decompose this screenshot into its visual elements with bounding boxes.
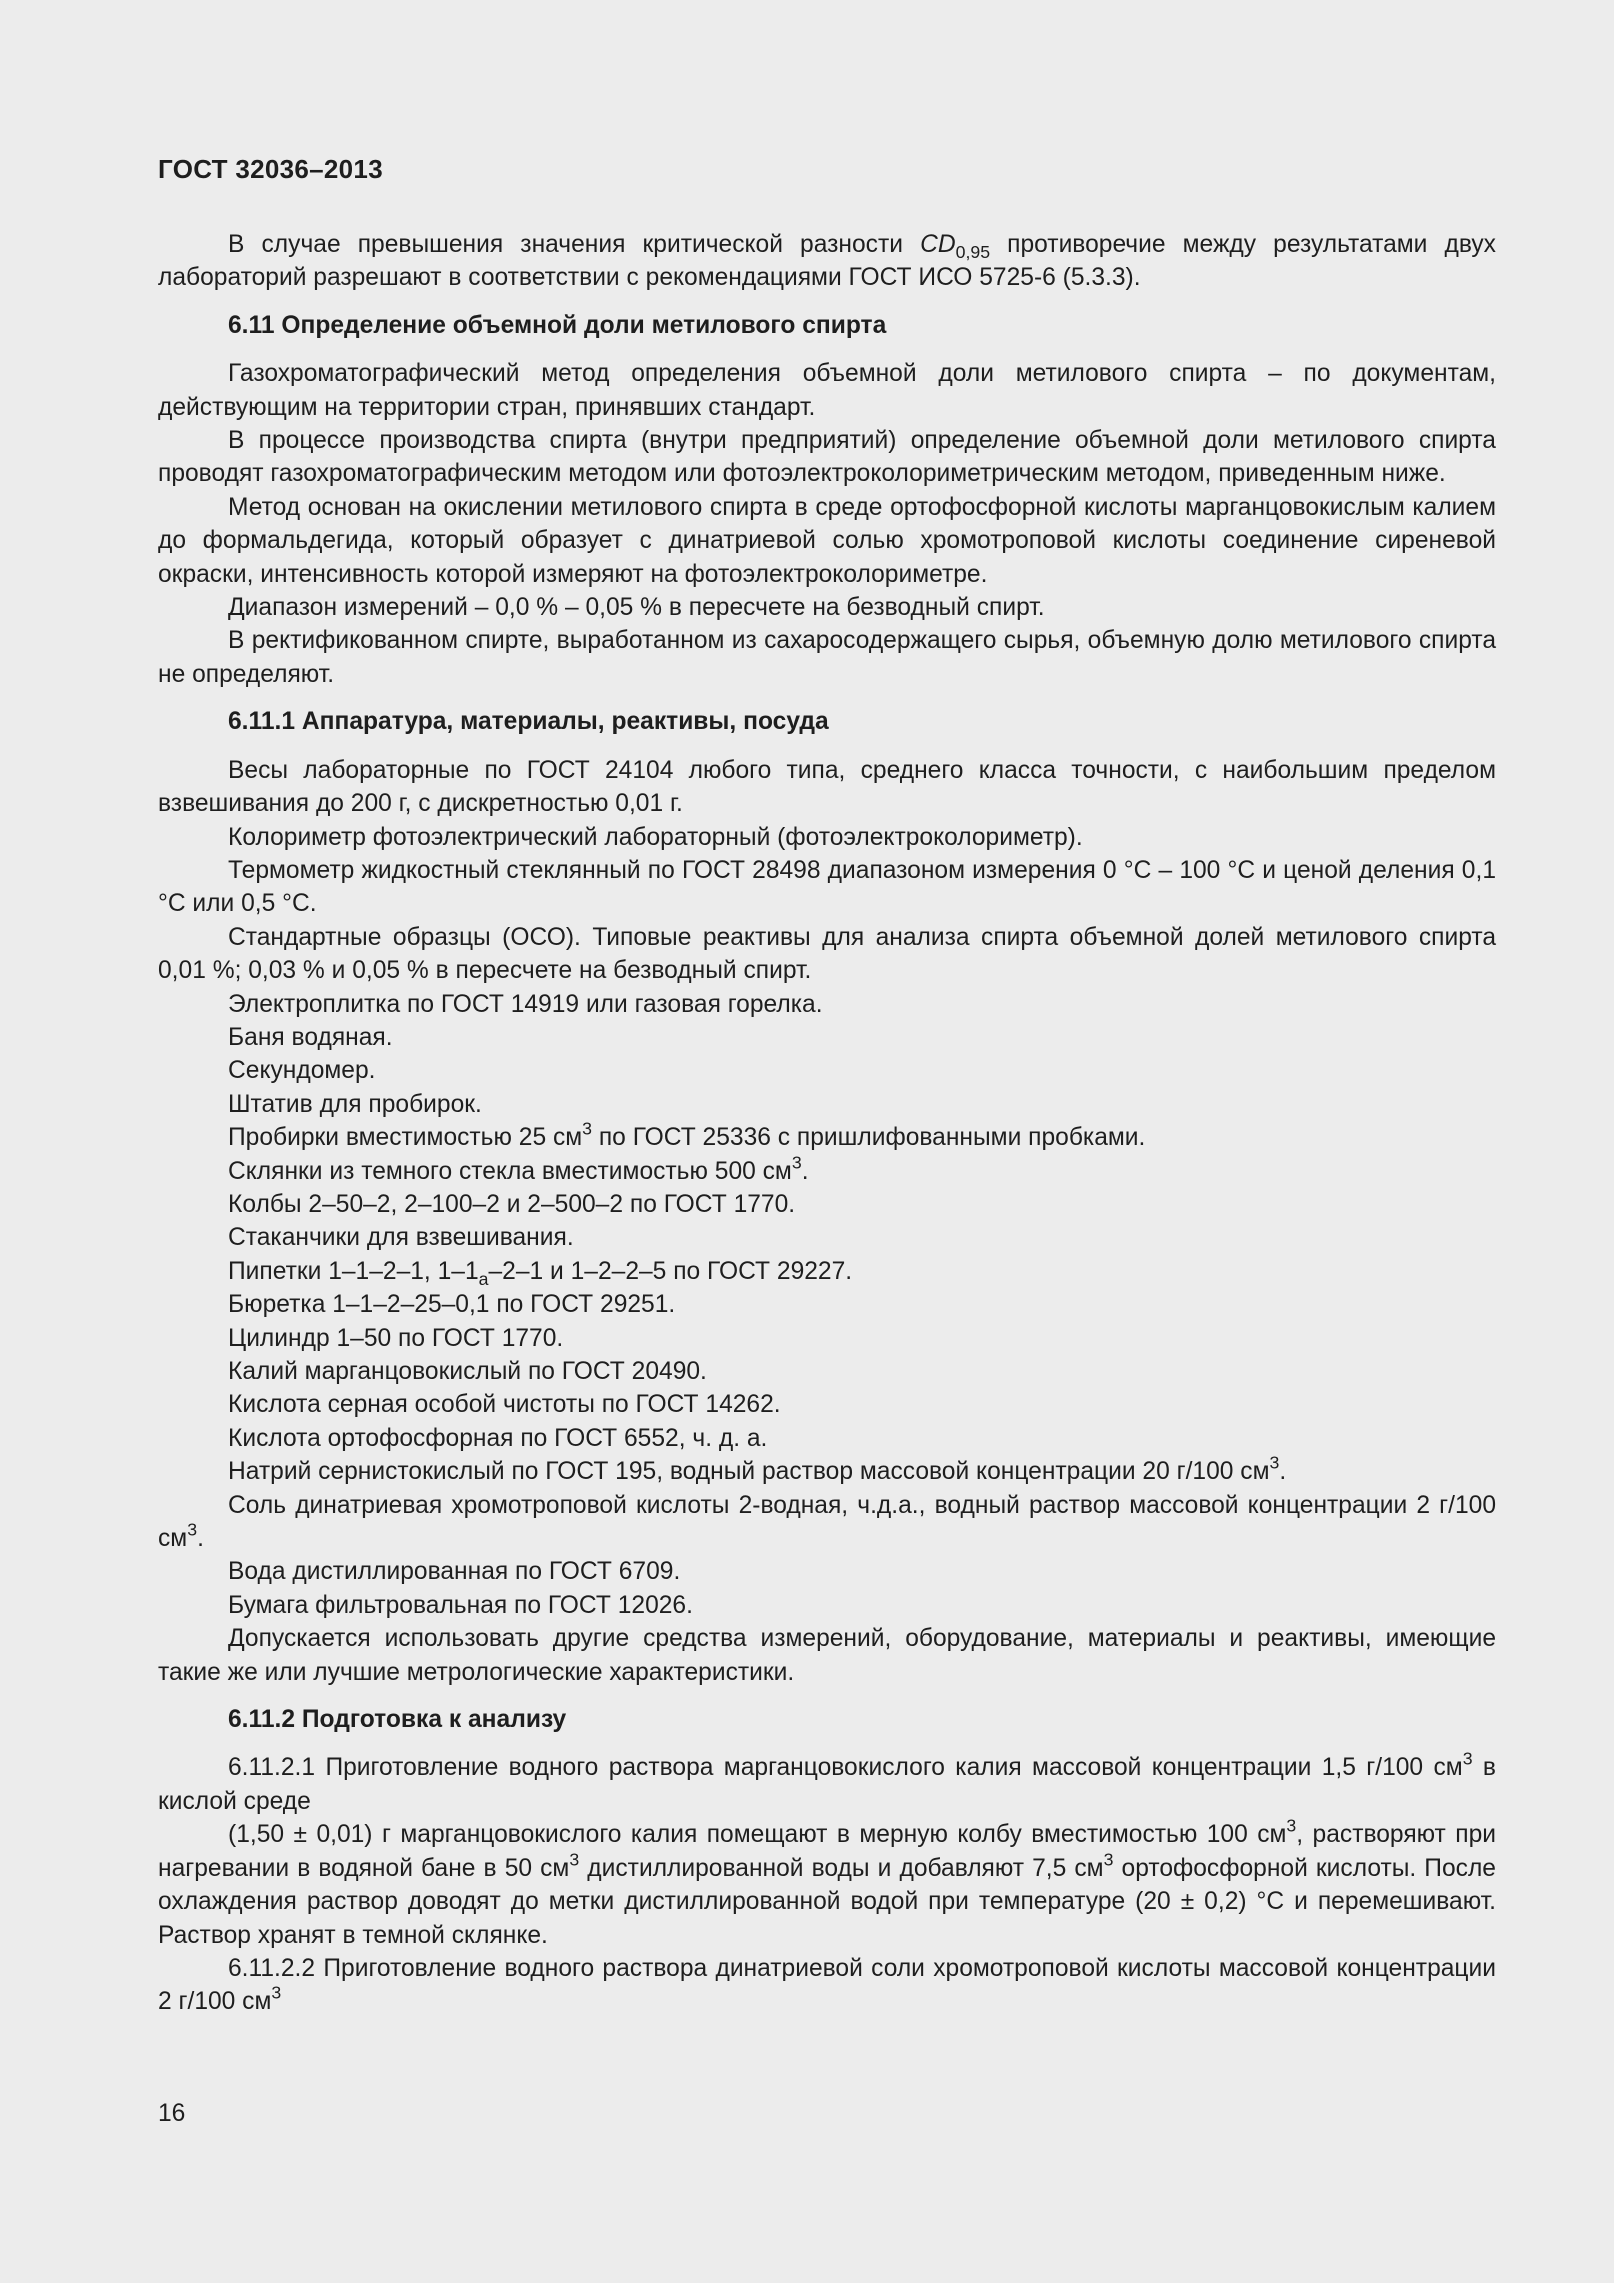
list-item: Стандартные образцы (ОСО). Типовые реактивы для анализа спирта объемной долей метилового спирта 0,01 %; 0,03 % и 0,05 % в пересчете на безводный спирт. <box>158 923 1496 985</box>
text-fragment: Склянки из темного стекла вместимостью 500 см <box>228 1157 792 1185</box>
list-item: Баня водяная. <box>228 1023 393 1051</box>
superscript: 3 <box>1269 1452 1280 1473</box>
document-page <box>158 150 1496 2019</box>
paragraph <box>158 1815 1496 1952</box>
section-title-6-11: 6.11 Определение объемной доли метилового спирта <box>228 311 887 339</box>
paragraph: В процессе производства спирта (внутри предприятий) определение объемной доли метилового спирта проводят газохроматографическим методом или фотоэлектроколориметрическим методом, приведенным ниже. <box>158 427 1496 488</box>
list-item: Штатив для пробирок. <box>228 1090 482 1118</box>
text-fragment: Натрий сернистокислый по ГОСТ 195, водный раствор массовой концентрации 20 г/100 см <box>228 1458 1270 1486</box>
list-item: Калий марганцовокислый по ГОСТ 20490. <box>228 1358 707 1385</box>
list-item <box>158 1118 1496 1154</box>
text-fragment: , растворяют при нагревании в водяной бане в 50 см <box>158 1821 1496 1882</box>
intro-paragraph <box>158 228 1496 295</box>
list-item: Бюретка 1–1–2–25–0,1 по ГОСТ 29251. <box>228 1291 676 1319</box>
list-item <box>158 1151 1496 1188</box>
text-fragment: –2–1 и 1–2–2–5 по ГОСТ 29227. <box>488 1257 853 1285</box>
list-item: Бумага фильтровальная по ГОСТ 12026. <box>228 1591 693 1619</box>
list-item: Допускается использовать другие средства измерений, оборудование, материалы и реактивы, имеющие такие же или лучшие метрологические характеристики. <box>158 1625 1496 1686</box>
subscript: 0,95 <box>955 242 991 263</box>
text-fragment: дистиллированной воды и добавляют 7,5 см <box>579 1854 1104 1882</box>
section-title-6-11-1: 6.11.1 Аппаратура, материалы, реактивы, посуда <box>228 708 829 736</box>
text-fragment: Пробирки вместимостью 25 см <box>228 1124 583 1152</box>
paragraph: Метод основан на окислении метилового спирта в среде ортофосфорной кислоты марганцовокислым калием до формальдегида, который образует с динатриевой солью хромотроповой кислоты соединение сиреневой окраски, интенсивность которой измеряют на фотоэлектроколориметре. <box>158 493 1496 588</box>
cd-symbol: CD <box>920 231 956 258</box>
text-fragment: В случае превышения значения критической разности <box>228 231 921 258</box>
list-item: Электроплитка по ГОСТ 14919 или газовая горелка. <box>228 990 823 1018</box>
superscript: 3 <box>187 1519 198 1540</box>
text-fragment: . <box>1279 1458 1287 1486</box>
paragraph: Диапазон измерений – 0,0 % – 0,05 % в пересчете на безводный спирт. <box>228 594 1045 622</box>
paragraph <box>158 1952 1496 2019</box>
list-item: Стаканчики для взвешивания. <box>228 1224 574 1252</box>
superscript: 3 <box>1103 1849 1114 1870</box>
section-title-6-11-2: 6.11.2 Подготовка к анализу <box>228 1706 567 1734</box>
paragraph: В ректификованном спирте, выработанном из сахаросодержащего сырья, объемную долю метилового спирта не определяют. <box>158 627 1496 688</box>
subscript: а <box>478 1268 489 1289</box>
text-fragment: по ГОСТ 25336 с пришлифованными пробками. <box>592 1124 1146 1152</box>
list-item: Весы лабораторные по ГОСТ 24104 любого типа, среднего класса точности, с наибольшим пределом взвешивания до 200 г, с дискретностью 0,01 г. <box>158 756 1496 818</box>
text-fragment: Соль динатриевая хромотроповой кислоты 2-водная, ч.д.а., водный раствор массовой концентрации 2 г/100 см <box>158 1491 1496 1553</box>
text-fragment: Пипетки 1–1–2–1, 1–1 <box>228 1257 479 1285</box>
list-item: Секундомер. <box>228 1057 376 1085</box>
text-fragment: . <box>197 1525 204 1553</box>
list-item: Колбы 2–50–2, 2–100–2 и 2–500–2 по ГОСТ 1770. <box>228 1190 796 1218</box>
superscript: 3 <box>569 1849 580 1870</box>
list-item: Кислота ортофосфорная по ГОСТ 6552, ч. д. а. <box>228 1424 768 1452</box>
text-fragment: . <box>801 1157 809 1185</box>
text-fragment: в кислой среде <box>158 1754 1496 1815</box>
text-fragment: 6.11.2.1 Приготовление водного раствора марганцовокислого калия массовой концентрации 1,5 г/100 см <box>228 1754 1463 1782</box>
paragraph <box>158 1748 1496 1818</box>
paragraph: Газохроматографический метод определения объемной доли метилового спирта – по документам, действующим на территории стран, принявших стандарт. <box>158 360 1496 421</box>
list-item: Цилиндр 1–50 по ГОСТ 1770. <box>228 1324 564 1352</box>
document-header: ГОСТ 32036–2013 <box>158 154 383 184</box>
superscript: 3 <box>791 1151 802 1172</box>
list-item: Вода дистиллированная по ГОСТ 6709. <box>228 1558 681 1586</box>
list-item <box>158 1255 1496 1288</box>
text-fragment: (1,50 ± 0,01) г марганцовокислого калия помещают в мерную колбу вместимостью 100 см <box>228 1821 1287 1849</box>
list-item: Кислота серная особой чистоты по ГОСТ 14262. <box>228 1391 781 1419</box>
list-item <box>158 1489 1496 1556</box>
superscript: 3 <box>271 1982 282 2003</box>
text-fragment: противоречие между результатами двух лабораторий разрешают в соответствии с рекомендациями ГОСТ ИСО 5725-6 (5.3.3). <box>158 231 1496 292</box>
page-number: 16 <box>158 2100 186 2127</box>
list-item <box>158 1452 1496 1488</box>
list-item: Термометр жидкостный стеклянный по ГОСТ 28498 диапазоном измерения 0 °С – 100 °С и ценой деления 0,1 °С или 0,5 °С. <box>158 856 1496 918</box>
text-fragment: ортофосфорной кислоты. После охлаждения раствор доводят до метки дистиллированной водой при температуре (20 ± 0,2) °С и перемешивают. Раствор хранят в темной склянке. <box>158 1854 1496 1949</box>
superscript: 3 <box>1462 1748 1473 1769</box>
superscript: 3 <box>582 1118 593 1139</box>
superscript: 3 <box>1286 1815 1297 1836</box>
text-fragment: 6.11.2.2 Приготовление водного раствора динатриевой соли хромотроповой кислоты массовой концентрации 2 г/100 см <box>158 1954 1496 2016</box>
list-item: Колориметр фотоэлектрический лабораторный (фотоэлектроколориметр). <box>228 823 1083 851</box>
